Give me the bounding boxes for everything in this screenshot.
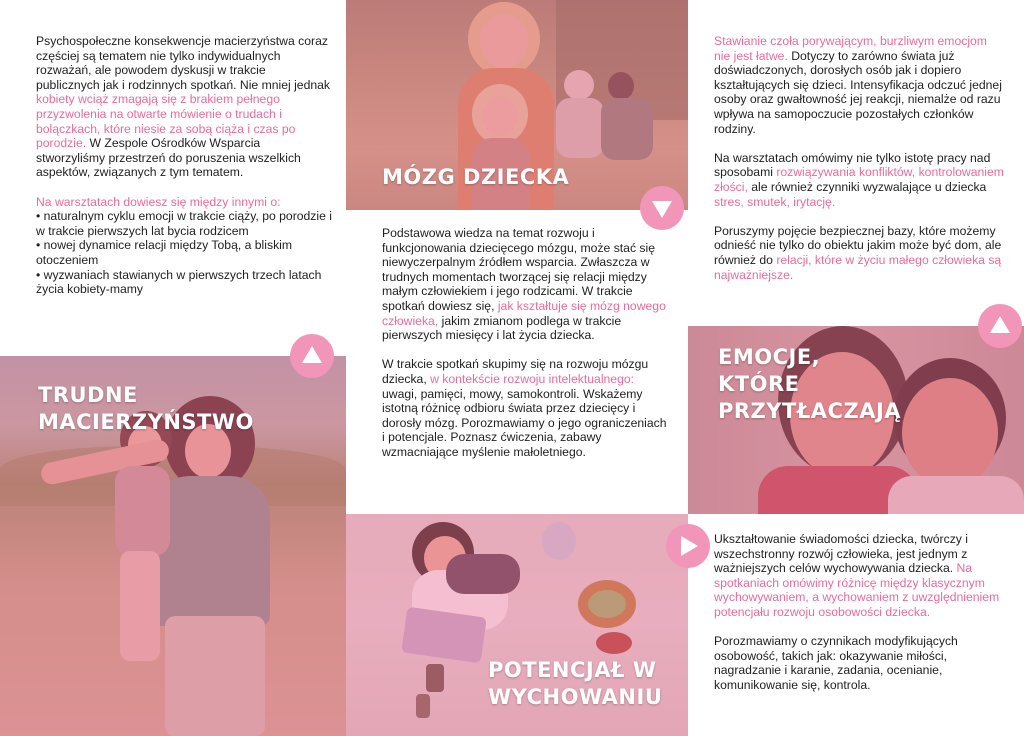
paragraph (382, 226, 672, 343)
paragraph (382, 357, 672, 459)
body-text: jakim zmianom podlega w trakcie pierwszych miesięcy i lat życia dziecka. (382, 313, 622, 343)
trudne-macierzynstwo-text (36, 34, 332, 297)
list-item: • nowej dynamice relacji między Tobą, a bliskim otoczeniem (36, 238, 332, 267)
mozg-dziecka-text (382, 226, 672, 460)
highlight-text: w kontekście rozwoju intelektualnego: (430, 371, 635, 386)
intro-paragraph (36, 34, 332, 180)
title-potencjal: POTENCJAŁ W WYCHOWANIU (488, 658, 663, 709)
paragraph (714, 34, 1006, 136)
list-item: • wyzwaniach stawianych w pierwszych trzech latach życia kobiety-mamy (36, 268, 332, 297)
body-text: Na warsztatach omówimy nie tylko istotę pracy nad sposobami (714, 150, 991, 180)
potencjal-text (714, 532, 1006, 693)
paragraph (714, 532, 1006, 620)
paragraph (714, 224, 1006, 282)
triangle-right-icon (666, 524, 710, 568)
title-mozg-dziecka: MÓZG DZIECKA (382, 165, 570, 189)
title-trudne-macierzynstwo: TRUDNE MACIERZYŃSTWO (38, 383, 254, 434)
highlight-text: rozwiązywania konfliktów, kontrolowaniem złości, (714, 165, 1004, 194)
body-text: W Zespole Ośrodków Wsparcia stworzyliśmy przestrzeń do poruszenia wszelkich aspektów, związanych z tym tematem. (36, 136, 301, 180)
body-text: Psychospołeczne konsekwencje macierzyństwa coraz częściej są tematem nie tylko indywidualnych rozważań, ale powodem dyskusji w trakcie publicznych jak i rodzinnych spotkań. Nie mniej jednak (36, 34, 331, 92)
body-text: Podstawowa wiedza na temat rozwoju i funkcjonowania dziecięcego mózgu, może stać się niewyczerpalnym źródłem wsparcia. Zwłaszcza w trudnych momentach tworzącej się relacji między małym człowiekiem i jego rodzicami. W trakcie spotkań dowiesz się, (382, 226, 656, 313)
body-text: uwagi, pamięci, mowy, samokontroli. Wskażemy istotną różnicę odbioru świata przez dziecięcy i dorosły mózg. Porozmawiamy o jego ograniczeniach i potencjale. Poznasz ćwiczenia, zabawy wzmacniające myślenie małoletniego. (382, 386, 667, 459)
highlight-text: kobiety wciąż zmagają się z brakiem pełnego przyzwolenia na otwarte mówienie o trudach i bolączkach, które niesie za sobą ciąża i czas po porodzie. (36, 92, 296, 151)
title-emocje: EMOCJE, KTÓRE PRZYTŁACZAJĄ (718, 345, 902, 423)
triangle-down-icon (640, 186, 684, 230)
highlight-text: Na spotkaniach omówimy różnicę między klasycznym wychowywaniem, a wychowaniem z uwzględnieniem potencjału rozwoju osobowości dziecka. (714, 561, 1000, 619)
emocje-text (714, 34, 1006, 282)
paragraph (714, 634, 1006, 692)
highlight-text: relacji, które w życiu małego człowieka są najważniejsze. (714, 252, 1002, 282)
triangle-up-icon (978, 304, 1022, 348)
list-item: • naturalnym cyklu emocji w trakcie ciąży, po porodzie i w trakcie pierwszych lat bycia rodzicem (36, 209, 332, 238)
body-text: Ukształtowanie świadomości dziecka, twórczy i wszechstronny rozwój człowieka, jest jednym z ważniejszych celów wychowywania dziecka. (714, 532, 968, 576)
body-text: ale również czynniki wyzwalające u dziecka (747, 179, 987, 194)
body-text: Poruszymy pojęcie bezpiecznej bazy, które możemy odnieść nie tylko do obiektu jakim może być dom, ale również do (714, 223, 1002, 267)
highlight-text: Stawianie czoła porywającym, burzliwym emocjom nie jest łatwe. (714, 34, 987, 63)
highlight-text: stres, smutek, irytację. (714, 194, 836, 209)
highlight-text: jak kształtuje się mózg nowego człowieka, (382, 298, 666, 328)
body-text: Porozmawiamy o czynnikach modyfikujących osobowość, takich jak: okazywanie miłości, nagradzanie i karanie, zadania, ocenianie, komunikowanie się, kontrola. (714, 634, 958, 692)
workshop-heading: Na warsztatach dowiesz się między innymi o: (36, 194, 281, 209)
body-text: W trakcie spotkań skupimy się na rozwoju mózgu dziecka, (382, 357, 649, 386)
topic-list (36, 209, 332, 297)
triangle-up-icon (290, 334, 334, 378)
paragraph (714, 151, 1006, 209)
body-text: Dotyczy to zarówno świata już doświadczonych, dorosłych osób jak i dopiero kształtujących się dzieci. Intensyfikacja odczuć jednej osoby oraz gwałtowność jej reakcji, niemalże od razu wpływa na samopoczucie pozostałych członków rodziny. (714, 48, 1002, 136)
